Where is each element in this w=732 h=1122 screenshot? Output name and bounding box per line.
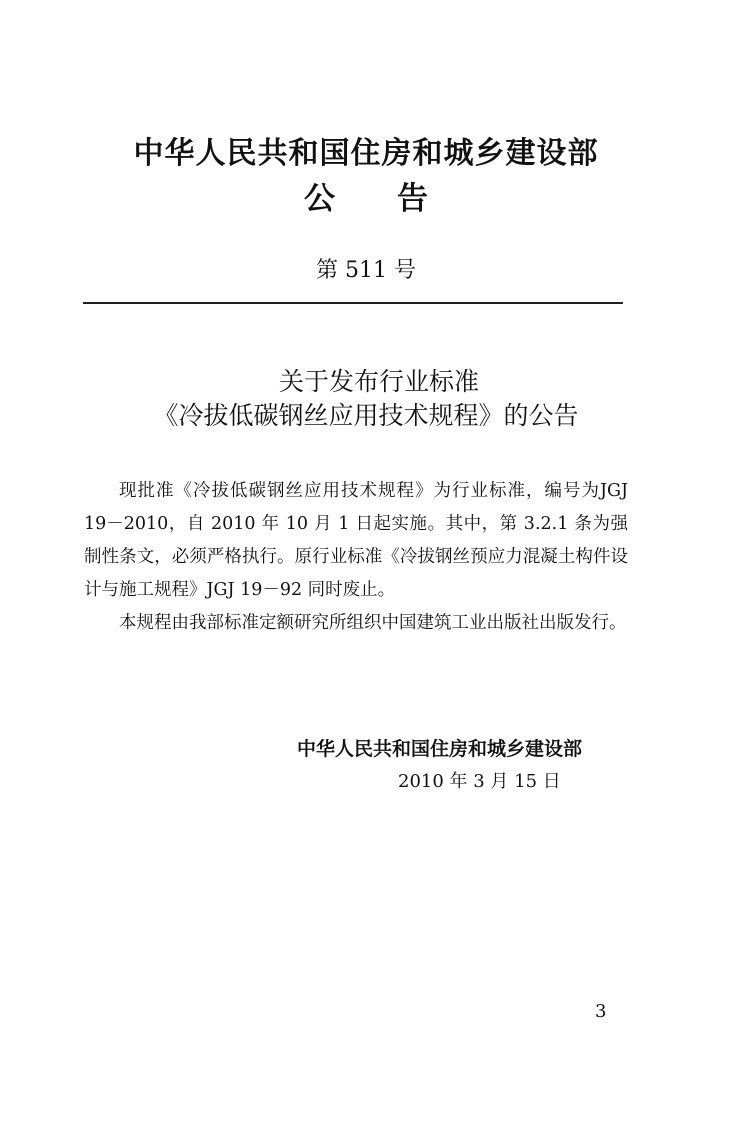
notice-number: 第 511 号 — [316, 258, 416, 283]
subject-line-2: 《冷拔低碳钢丝应用技术规程》的公告 — [153, 401, 579, 430]
body-paragraph-2: 本规程由我部标准定额研究所组织中国建筑工业出版社出版发行。 — [119, 613, 627, 633]
announcement-body — [84, 475, 628, 640]
notice-title: 公告 — [304, 181, 490, 217]
ministry-header: 中华人民共和国住房和城乡建设部 — [133, 136, 599, 171]
signature-date: 2010 年 3 月 15 日 — [398, 771, 561, 792]
body-paragraph-1: 现批准《冷拔低碳钢丝应用技术规程》为行业标准，编号为JGJ 19－2010，自 2010 年 10 月 1 日起实施。其中，第 3.2.1 条为强制性条文，必须严格执行。原行业标准《冷拔钢丝预应力混凝土构件设计与施工规程》JGJ 19－92 同时废止。 — [84, 481, 628, 600]
signature-organization: 中华人民共和国住房和城乡建设部 — [297, 738, 583, 760]
header-divider — [83, 302, 623, 304]
subject-line-1: 关于发布行业标准 — [278, 367, 479, 396]
page-number: 3 — [595, 1001, 607, 1022]
